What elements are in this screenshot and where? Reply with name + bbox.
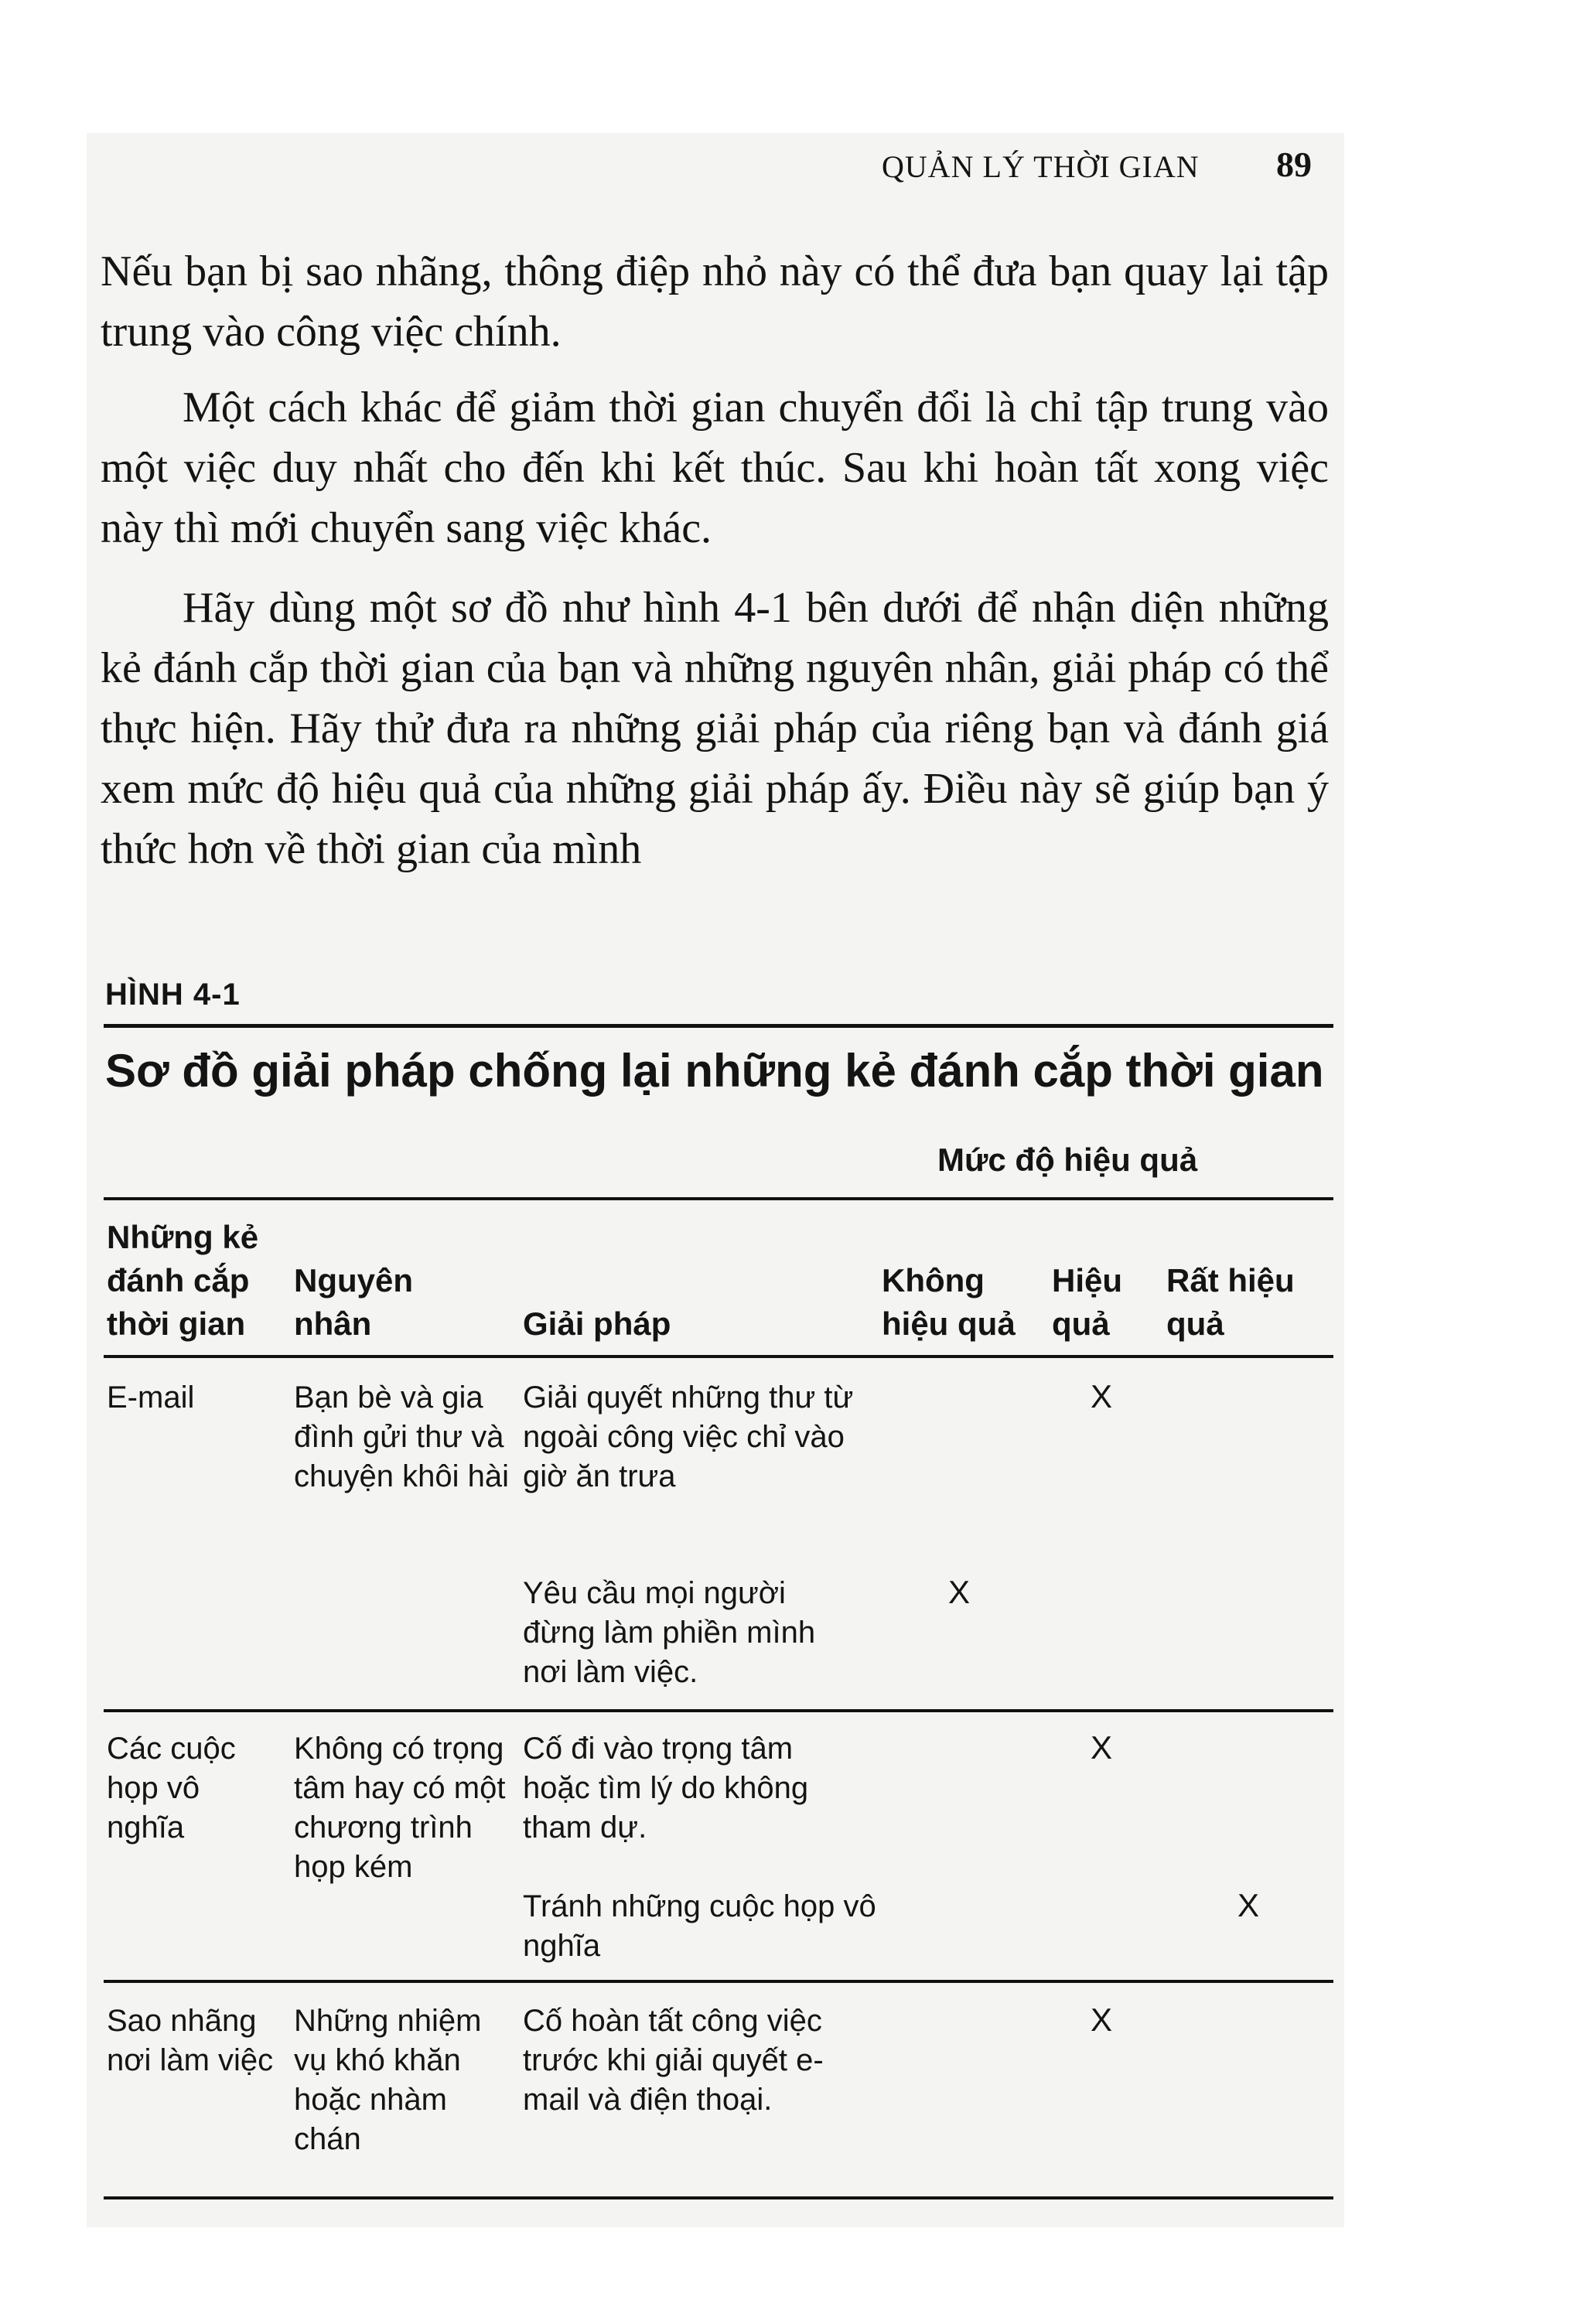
row-2-solution-2: Tránh những cuộc họp vô nghĩa [523, 1889, 876, 1963]
paragraph-3: Hãy dùng một sơ đồ như hình 4-1 bên dưới để nhận diện những kẻ đánh cắp thời gian của bạn và những nguyên nhân, giải pháp có thể thực hiện. Hãy thử đưa ra những giải pháp của riêng bạn và đánh giá xem mức độ hiệu quả của những giải pháp ấy. Điều này sẽ giúp bạn ý thức hơn về thời gian của mình [101, 584, 1329, 873]
page-number: 89 [1276, 145, 1312, 184]
row-1-solution-1: Giải quyết những thư từ ngoài công việc chỉ vào giờ ăn trưa [523, 1380, 854, 1493]
row-1-solution-1-mark: X [1091, 1378, 1113, 1415]
row-2-bottom-rule [104, 1980, 1333, 1983]
column-header-solution: Giải pháp [523, 1305, 671, 1342]
column-header-cause: Nguyên nhân [294, 1262, 414, 1342]
row-1-bottom-rule [104, 1709, 1333, 1712]
figure-top-rule [104, 1024, 1333, 1028]
paragraph-2: Một cách khác để giảm thời gian chuyển đổi là chỉ tập trung vào một việc duy nhất cho đến khi kết thúc. Sau khi hoàn tất xong việc này thì mới chuyển sang việc khác. [101, 384, 1329, 552]
row-2-solution-1-mark: X [1091, 1729, 1113, 1766]
column-header-not-effective: Không hiệu quả [882, 1262, 1016, 1342]
table-header-bottom-rule [104, 1355, 1333, 1358]
row-1-thief: E-mail [107, 1380, 195, 1415]
figure-label: HÌNH 4-1 [105, 978, 241, 1012]
row-2-cause: Không có trọng tâm hay có một chương trình họp kém [294, 1732, 506, 1884]
row-2-thief: Các cuộc họp vô nghĩa [107, 1732, 236, 1845]
running-title: QUẢN LÝ THỜI GIAN [882, 149, 1200, 184]
row-3-thief: Sao nhãng nơi làm việc [107, 2004, 274, 2077]
row-3-solution-1: Cố hoàn tất công việc trước khi giải quyết e-mail và điện thoại. [523, 2004, 824, 2117]
column-header-thief: Những kẻ đánh cắp thời gian [107, 1219, 259, 1342]
row-2-solution-2-mark: X [1238, 1887, 1260, 1923]
row-1-solution-2-mark: X [948, 1574, 971, 1610]
row-2-solution-1: Cố đi vào trọng tâm hoặc tìm lý do không tham dự. [523, 1732, 809, 1845]
column-header-effective: Hiệu quả [1052, 1262, 1123, 1342]
table-header-top-rule [104, 1197, 1333, 1200]
column-header-very-effective: Rất hiệu quả [1166, 1262, 1295, 1342]
row-1-cause: Bạn bè và gia đình gửi thư và chuyện khôi hài [294, 1380, 509, 1493]
effectiveness-header: Mức độ hiệu quả [937, 1142, 1198, 1178]
row-1-solution-2: Yêu cầu mọi người đừng làm phiền mình nơi làm việc. [523, 1576, 816, 1689]
row-3-solution-1-mark: X [1091, 2002, 1113, 2038]
table-bottom-rule [104, 2196, 1333, 2199]
figure-title: Sơ đồ giải pháp chống lại những kẻ đánh cắp thời gian [105, 1045, 1324, 1097]
row-3-cause: Những nhiệm vụ khó khăn hoặc nhàm chán [294, 2004, 482, 2156]
paragraph-1: Nếu bạn bị sao nhãng, thông điệp nhỏ này có thể đưa bạn quay lại tập trung vào công việc chính. [101, 247, 1329, 356]
